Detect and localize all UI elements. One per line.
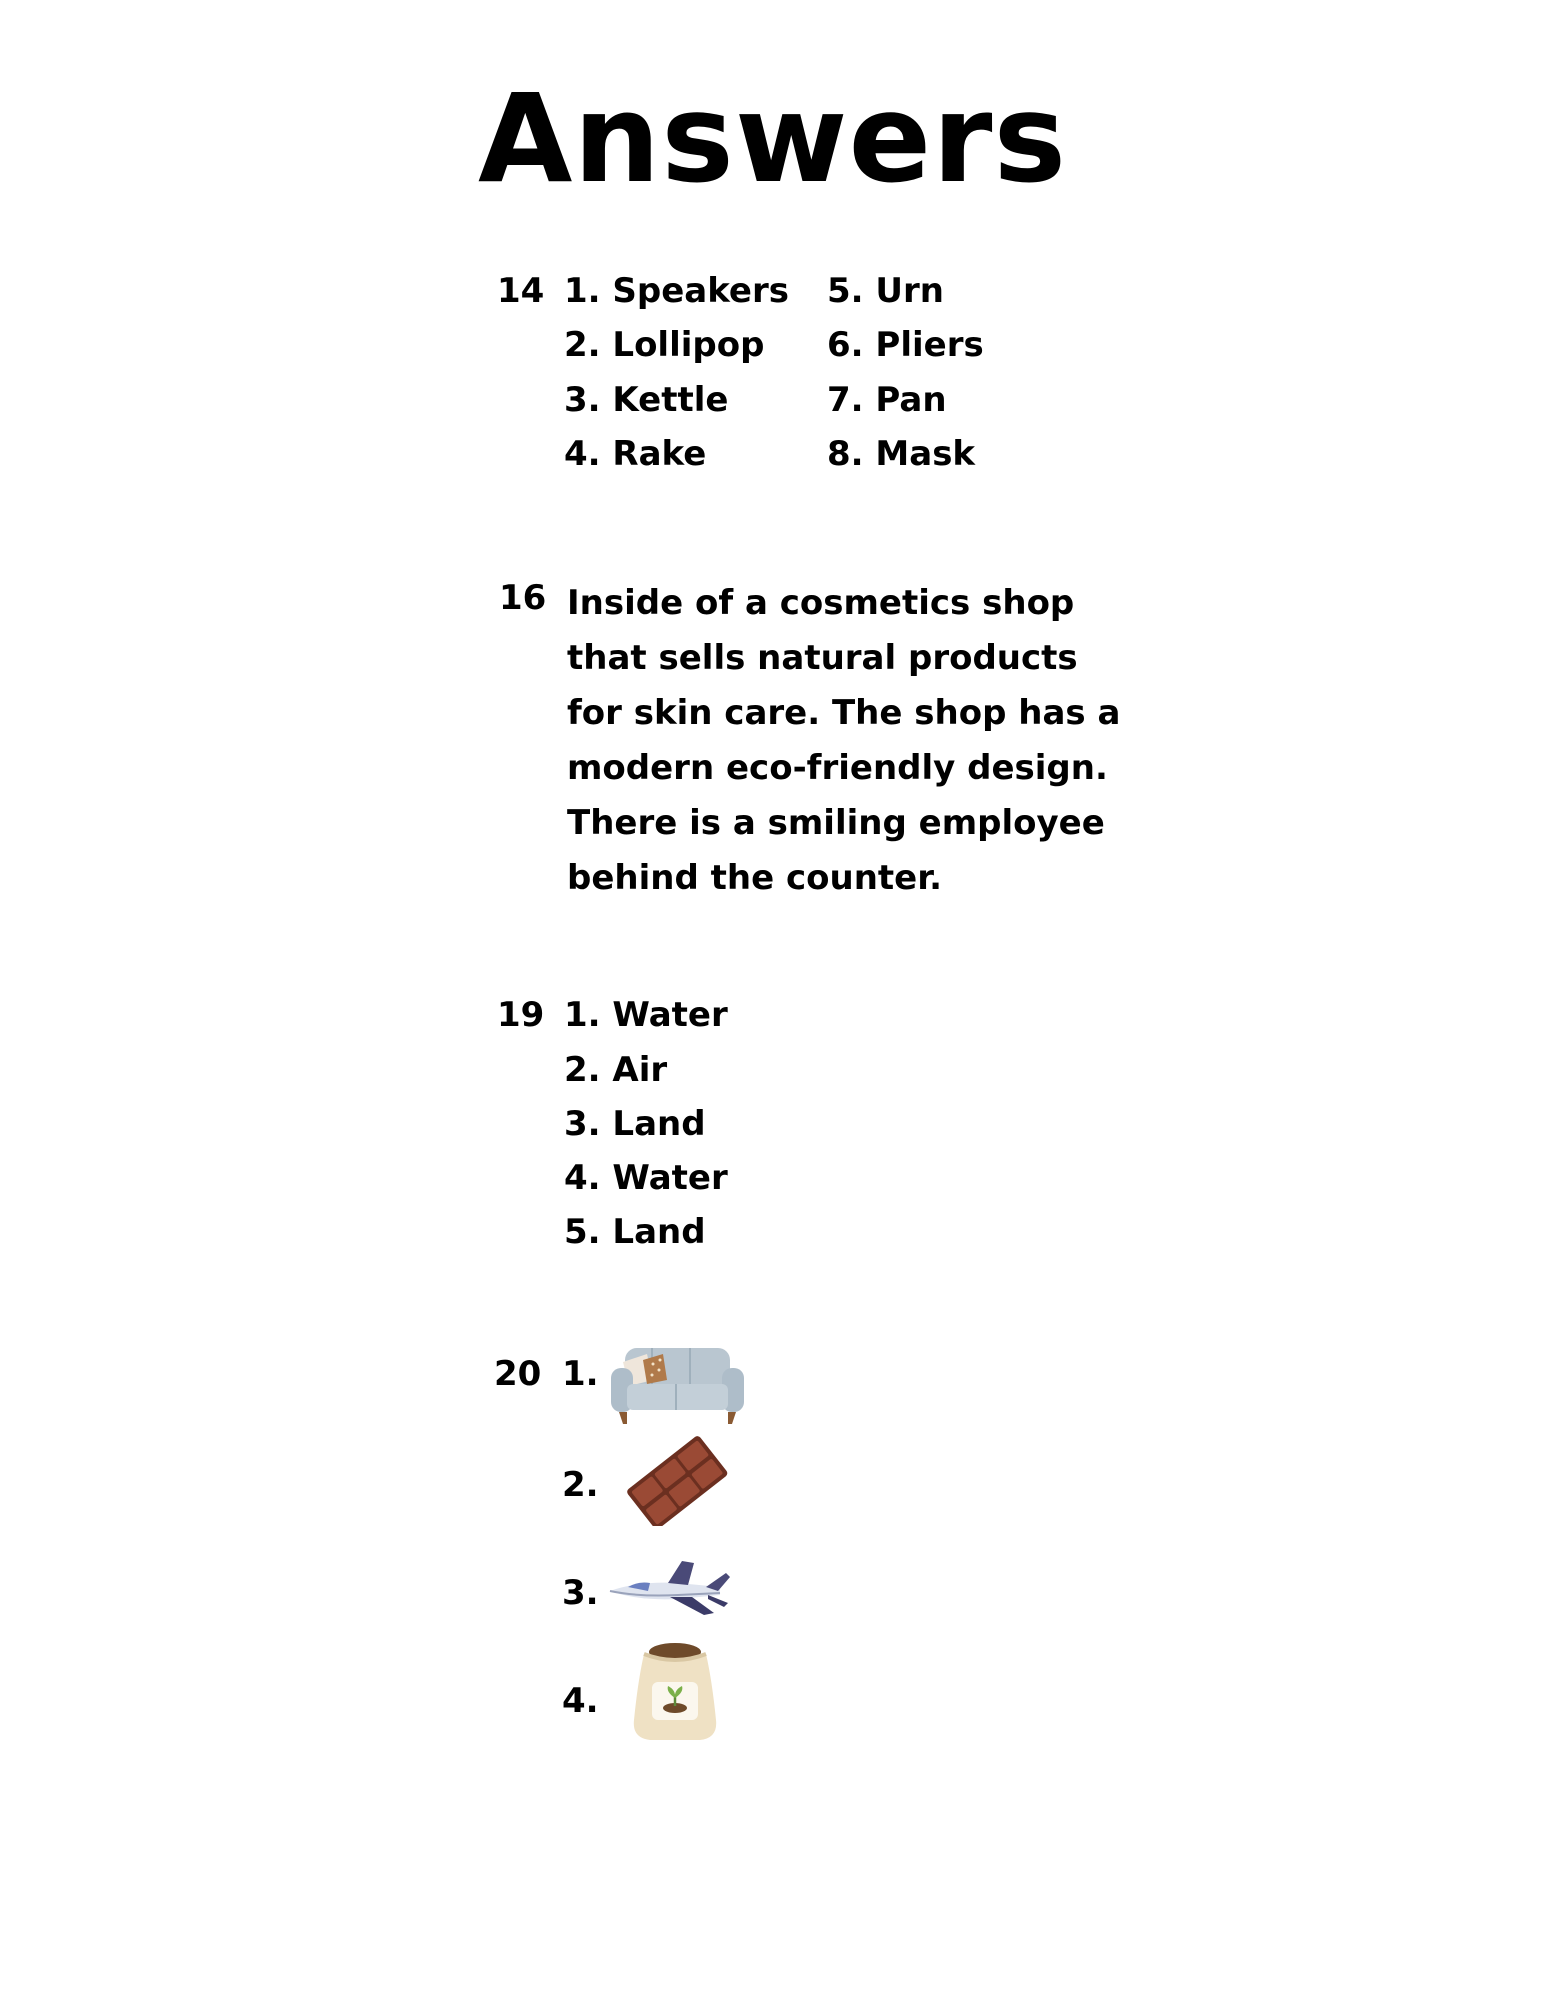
answer-item-label: 1. (562, 1354, 599, 1394)
answer-paragraph: Inside of a cosmetics shop that sells natural products for skin care. The shop has a modern eco-friendly design. There is a smiling employee behind the counter. (567, 583, 1121, 898)
answer-item: 5. Land (564, 1212, 706, 1252)
answer-item: 2. Lollipop (564, 325, 765, 365)
answer-item: 1. Speakers (564, 271, 790, 311)
page-title: Answers (477, 68, 1068, 210)
answer-item-label: 3. (562, 1573, 599, 1613)
question-number-16: 16 (499, 578, 547, 618)
answer-item: 8. Mask (827, 434, 976, 474)
answer-item: 7. Pan (827, 380, 947, 420)
sofa-icon (605, 1340, 750, 1425)
answer-item: 3. Kettle (564, 380, 729, 420)
answer-item: 3. Land (564, 1104, 706, 1144)
answer-item-label: 4. (562, 1681, 599, 1721)
question-number-20: 20 (494, 1354, 542, 1394)
answer-item: 6. Pliers (827, 325, 984, 365)
question-number-19: 19 (497, 995, 545, 1035)
question-number-14: 14 (497, 271, 545, 311)
answer-item-label: 2. (562, 1465, 599, 1505)
answer-item: 2. Air (564, 1050, 668, 1090)
jet-plane-icon (608, 1555, 733, 1620)
answer-item: 5. Urn (827, 271, 944, 311)
chocolate-bar-icon (622, 1436, 730, 1526)
soil-sack-icon (620, 1640, 730, 1745)
answer-item: 4. Rake (564, 434, 707, 474)
answer-item: 1. Water (564, 995, 728, 1035)
answer-item: 4. Water (564, 1158, 728, 1198)
